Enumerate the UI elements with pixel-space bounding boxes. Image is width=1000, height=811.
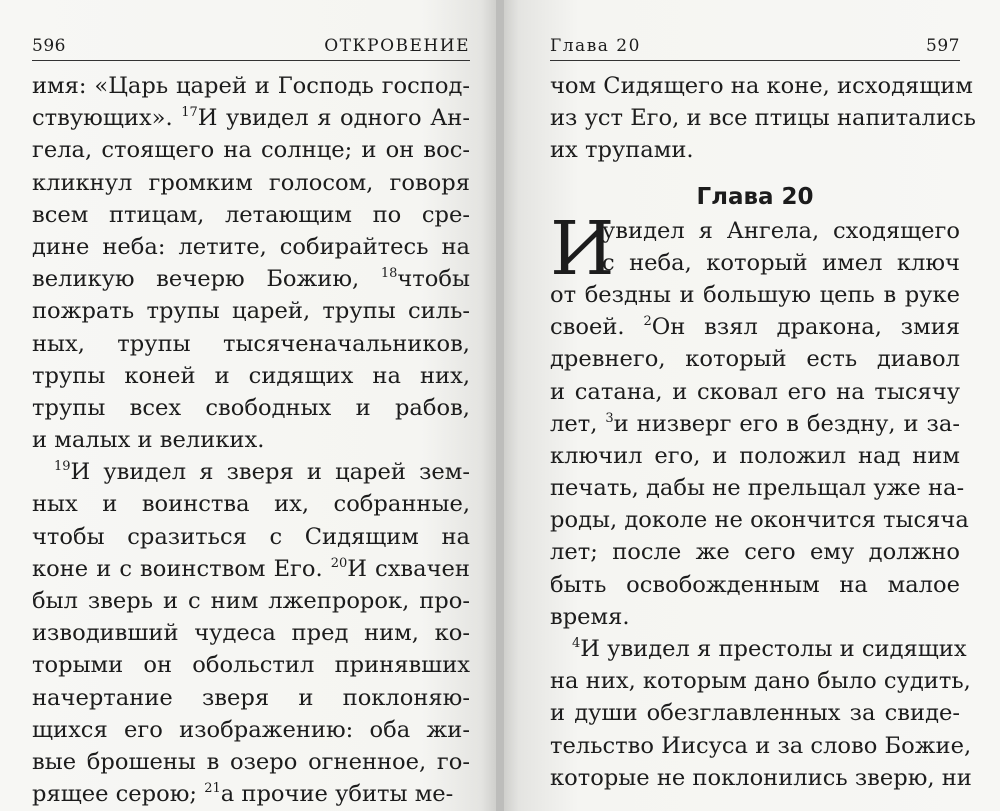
page-number-right: 597 xyxy=(926,36,960,56)
text-line: с неба, который имел ключ xyxy=(602,249,960,276)
left-page-text xyxy=(32,70,470,810)
right-page xyxy=(504,0,1000,811)
text-line: ных и воинства их, собранные, xyxy=(32,491,470,518)
verse-number: 19 xyxy=(54,459,71,475)
text-line: из уст Его, и все птицы напитались xyxy=(550,105,976,132)
text-line: лет; после же сего ему должно xyxy=(550,539,960,566)
text-line: время. xyxy=(550,603,630,630)
chapter-heading: Глава 20 xyxy=(696,183,814,210)
text-line: и сатана, и сковал его на тысячу xyxy=(550,378,960,405)
text-line: $^4$И увидел я престолы и сидящих xyxy=(572,636,967,662)
text-line: вые брошены в озеро огненное, го- xyxy=(32,748,470,775)
text-line: ствующих». $^{17}$И увидел я одного Ан- xyxy=(32,105,470,132)
text-line: своей. $^2$Он взял дракона, змия xyxy=(550,314,961,341)
text-line: начертание зверя и поклоняю- xyxy=(32,684,470,711)
text-line: великую вечерю Божию, $^{18}$чтобы xyxy=(32,266,470,293)
text-line: трупы коней и сидящих на них, xyxy=(32,362,470,389)
text-line: изводивший чудеса пред ним, ко- xyxy=(32,620,470,647)
page-number-left: 596 xyxy=(32,36,66,56)
text-line: пожрать трупы царей, трупы силь- xyxy=(32,298,470,325)
text-line: увидел я Ангела, сходящего xyxy=(602,217,960,244)
text-line: и души обезглавленных за свиде- xyxy=(550,700,960,727)
text-line: ключил его, и положил над ним xyxy=(550,442,960,469)
text-line: трупы всех свободных и рабов, xyxy=(32,394,470,421)
text-line: быть освобожденным на малое xyxy=(550,571,960,598)
text-line: был зверь и с ним лжепророк, про- xyxy=(32,588,470,614)
left-page xyxy=(0,0,496,811)
right-page-text xyxy=(550,70,976,794)
text-line: щихся его изображению: оба жи- xyxy=(32,716,470,743)
text-line: на них, которым дано было судить, xyxy=(550,668,971,695)
text-line: лет, $^3$и низверг его в бездну, и за- xyxy=(550,410,960,437)
text-line: имя: «Царь царей и Господь господ- xyxy=(32,73,470,99)
text-line: кликнул громким голосом, говоря xyxy=(32,169,470,196)
text-line: и малых и великих. xyxy=(32,427,265,454)
running-title-left: ОТКРОВЕНИЕ xyxy=(324,36,470,56)
text-line: $^{19}$И увидел я зверя и царей зем- xyxy=(54,459,470,486)
text-line: рящее серою; $^{21}$а прочие убиты ме- xyxy=(32,781,454,808)
text-line: которые не поклонились зверю, ни xyxy=(550,764,972,791)
book-gutter xyxy=(496,0,504,811)
left-page-header xyxy=(32,34,470,61)
text-line: их трупами. xyxy=(550,137,694,164)
text-line: дине неба: летите, собирайтесь на xyxy=(32,233,470,260)
verse-number: 4 xyxy=(572,636,581,651)
text-line: древнего, который есть диавол xyxy=(550,346,960,373)
verse-number: 20 xyxy=(330,555,348,571)
text-line: гела, стоящего на солнце; и он вос- xyxy=(32,137,470,164)
text-line: от бездны и большую цепь в руке xyxy=(550,281,960,308)
verse-number: 17 xyxy=(181,105,198,121)
text-line: тельство Иисуса и за слово Божие, xyxy=(550,732,972,759)
verse-number: 2 xyxy=(643,314,652,330)
text-line: роды, доколе не окончится тысяча xyxy=(550,507,969,534)
text-line: торыми он обольстил принявших xyxy=(32,652,470,679)
verse-number: 3 xyxy=(605,410,614,426)
text-line: всем птицам, летающим по сре- xyxy=(32,201,470,228)
verse-number: 21 xyxy=(204,781,221,797)
text-line: ных, трупы тысяченачальников, xyxy=(32,330,470,357)
text-line: чтобы сразиться с Сидящим на xyxy=(32,523,470,550)
right-page-header xyxy=(550,34,960,61)
text-line: печать, дабы не прельщал уже на- xyxy=(550,475,965,502)
verse-number: 18 xyxy=(380,266,398,282)
drop-cap-paragraph xyxy=(550,205,960,292)
running-title-right: Глава 20 xyxy=(550,36,641,56)
text-line: коне и с воинством Его. $^{20}$И схвачен xyxy=(32,555,470,582)
text-line: чом Сидящего на коне, исходящим xyxy=(550,73,973,99)
drop-cap: И xyxy=(550,205,615,292)
